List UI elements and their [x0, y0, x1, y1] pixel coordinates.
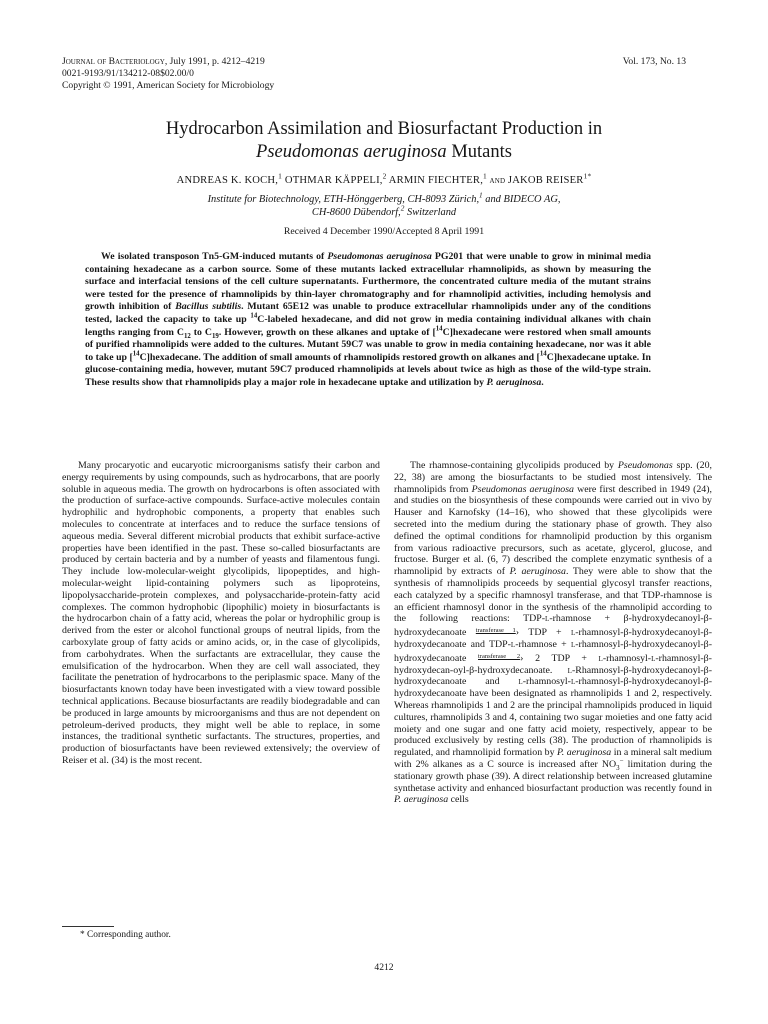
abstract-text: We isolated transposon Tn5-GM-induced mutants of — [101, 251, 328, 262]
body-column-right — [394, 460, 712, 806]
small-caps-l: l — [545, 613, 550, 625]
title-line-2-rest: Mutants — [446, 142, 512, 162]
body-text: spp. (20, 22, 38) are among the biosurfactants to be studied most intensively. The rhamnolipids from — [394, 460, 712, 495]
rhamnolipid-paragraph — [394, 460, 712, 806]
body-italic: P. aeruginosa — [394, 794, 449, 806]
author-2-affil: 2 — [382, 171, 387, 181]
abstract-text: . — [541, 376, 544, 388]
body-italic: P. aeruginosa — [509, 566, 566, 578]
issue-date: , July 1991, p. 4212–4219 — [164, 56, 265, 67]
small-caps-l: l — [567, 664, 572, 676]
reaction-arrow-icon: › — [515, 627, 520, 639]
body-column-left — [62, 460, 380, 767]
body-text: limitation during the stationary growth phase (39). A direct relationship between increased glutamine synthetase activity and enhanced biosurfactant production was recently found in — [394, 758, 712, 794]
body-text: TDP + — [519, 627, 571, 639]
affiliation-2-text: CH-8600 Dübendorf, — [311, 207, 401, 218]
author-1: ANDREAS K. KOCH, — [176, 175, 279, 186]
affiliation-line-2 — [40, 206, 728, 219]
body-text: -rhamnosyl- — [602, 652, 652, 664]
abstract-text: . However, growth on these alkanes and uptake of [ — [218, 326, 436, 338]
body-text: 2 TDP + — [523, 652, 599, 664]
abstract-text: . Mutant 65E12 was unable to produce extracellular rhamnolipids under any of the conditions tested, lacked the capacity to take up — [85, 301, 651, 325]
volume-info: Vol. 173, No. 13 — [622, 56, 686, 67]
small-caps-l: l — [570, 627, 576, 639]
author-4: JAKOB REISER — [507, 175, 584, 186]
page-number: 4212 — [374, 962, 394, 973]
intro-paragraph: Many procaryotic and eucaryotic microorganisms satisfy their carbon and energy requirements by using compounds, such as hydrocarbons, that are poorly soluble in aqueous media. The growth on hydrocarbons is often associated with the production of surface-active compounds. Surface-active molecules contain hydrophilic and hydrophobic components, a property that enables such molecules to concentrate at interfaces and to reduce the surface tensions of aqueous media. Several different microbial products that exhibit surface-active properties have been identified in the past. These so-called biosurfactants are produced by certain bacteria and by a number of yeasts and filamentous fungi. They include low-molecular-weight glycolipids, lipopeptides, and high-molecular-weight lipid-containing polymers such as lipoproteins, lipopolysaccharide-protein complexes, and polysaccharide-protein-fatty acid complexes. The common hydrophobic (lipophilic) moiety in biosurfactants is the hydrocarbon chain of a fatty acid, whereas the polar or hydrophilic group is derived from the ester or alcohol functional groups of neutral lipids, from the carboxylate group of fatty acids or amino acids, or, in the case of glycolipids, from carbohydrates. When the surfactants are extracellular, they cause the emulsification of the hydrocarbon. When they are cell wall associated, they facilitate the penetration of hydrocarbons to the periplasmic space. Many of the biosurfactants known today have been investigated with a view toward possible technical applications. Because biosurfactants are readily biodegradable and can be produced in large amounts by microorganisms and thus are not dependent on petroleum-derived products, they might well be able to replace, in some instances, the traditional synthetic surfactants. The structures, properties, and production of biosurfactants have been reviewed extensively; the overview of Reiser et al. (34) is the most recent. — [62, 460, 380, 766]
small-caps-l: l — [651, 652, 656, 664]
abstract-text: to C — [190, 326, 212, 338]
body-text: -rhamnosyl-β-hydroxydecanoyl-β-hydroxydecanoate have been designated as rhamnolipids 1 and 2, respectively. Whereas rhamnolipids 1 and 2 are the principal rhamnolipids produced in liquid cultures, rhamnolipids 3 and 4, containing two sugar moieties and one fatty acid moiety and one sugar and one fatty acid moiety, respectively, appear to be produced exclusively by resting cells (38). The production of rhamnolipids is regulated, and rhamnolipid formation by — [394, 676, 712, 759]
body-italic: Pseudomonas aeruginosa — [471, 483, 574, 495]
body-text: -Rhamnosyl-β-hydroxydecanoyl-β-hydroxydecanoate and — [394, 664, 712, 688]
body-italic: Pseudomonas — [617, 460, 673, 471]
author-and: and — [486, 176, 508, 186]
small-caps-l: l — [598, 652, 603, 664]
abstract-italic: P. aeruginosa — [486, 376, 542, 388]
abstract-text: C]hexadecane uptake. In glucose-containing media, however, mutant 59C7 produced rhamnolipids at levels about twice as high as those of the wild-type strain. These results show that rhamnolipids play a major role in hexadecane uptake and utilization by — [85, 351, 651, 388]
isotope-superscript: 14 — [250, 312, 258, 320]
body-text: in a mineral salt medium with 2% alkanes as a C source is increased after NO — [394, 747, 712, 770]
affiliation-1-tail: and BIDECO AG, — [482, 194, 561, 205]
body-text: -rhamnosyl-β-hydroxydecan-oyl-β-hydroxydecanoate. — [394, 652, 712, 676]
reaction-arrow-label: transferase 1 — [475, 627, 516, 635]
isotope-superscript: 14 — [435, 325, 443, 333]
title-line-1: Hydrocarbon Assimilation and Biosurfactant Production in — [165, 119, 603, 139]
abstract — [85, 251, 651, 390]
body-text: -rhamnosyl-β-hydroxydecanoyl-β-hydroxydecanoate — [394, 638, 712, 664]
author-3: ARMIN FIECHTER, — [386, 175, 484, 186]
abstract-paragraph — [85, 251, 651, 390]
small-caps-l: l — [570, 676, 576, 688]
abstract-italic: Pseudomonas aeruginosa — [327, 251, 432, 262]
abstract-text: C]hexadecane were restored when small amounts of purified rhamnolipids were added to the cultures. Mutant 59C7 was unable to grow in media containing hexadecane, nor was it able to take up [ — [85, 326, 651, 363]
author-4-affil: 1* — [583, 171, 592, 181]
author-3-affil: 1 — [483, 171, 487, 181]
title-organism: Pseudomonas aeruginosa — [256, 142, 447, 162]
body-text: cells — [448, 794, 469, 806]
small-caps-l: l — [570, 638, 576, 650]
author-2: OTHMAR KÄPPELI, — [282, 175, 383, 186]
body-text: were first described in 1949 (24), and studies on the biosynthesis of these compounds were carried out in vivo by Hauser and Karnofsky (14–16), who showed that these glycolipids were secreted into the medium during the stationary phase of growth. They also defined the optimal conditions for rhamnolipid production by this organism from various radioactive precursors, such as acetate, glycerol, glucose, and fructose. Burger et al. (6, 7) described the complete enzymatic synthesis of a rhamnolipid by extracts of — [394, 483, 713, 578]
isotope-superscript: 14 — [539, 350, 547, 358]
reaction-arrow-label: transferase 2 — [478, 652, 521, 660]
article-title — [40, 118, 728, 164]
body-text: -rhamnosyl- — [522, 676, 571, 688]
carbon-subscript: 19 — [211, 332, 219, 340]
author-1-affil: 1 — [278, 171, 283, 181]
title-line-2 — [40, 141, 728, 164]
small-caps-l: l — [510, 638, 516, 650]
abstract-text: PG201 that were unable to grow in minimal media containing hexadecane as a carbon source. Some of these mutants lacked extracellular rhamnolipids, as shown by measuring the surface and interfacial tensions of the cell culture supernatants. Furthermore, the concentrated culture media of the mutant strains were tested for the presence of rhamnolipids by thin-layer chromatography and for rhamnolipid activities, including hemolysis and growth inhibition of — [85, 251, 651, 313]
body-text: -rhamnose + β-hydroxydecanoyl-β-hydroxydecanoate — [394, 613, 712, 639]
nitrate-subscript: 3 — [616, 764, 620, 772]
body-text: . They were able to show that the synthesis of rhamnolipids proceeds by sequential glycosyl transfer reactions, each catalyzed by a specific rhamnosyl transferase, and that TDP-rhamnose is an efficient rhamnosyl donor in the synthesis of the rhamnolipid according to the following reactions: TDP- — [394, 566, 713, 625]
affiliation-2-mark: 2 — [400, 204, 405, 213]
affiliation-1-mark: 1 — [479, 191, 483, 200]
abstract-italic: Bacillus subtilis — [175, 301, 242, 313]
journal-header — [62, 56, 274, 92]
journal-name: Journal of Bacteriology — [62, 56, 165, 67]
body-text: -rhamnosyl-β-hydroxydecanoyl-β-hydroxydecanoate and TDP- — [394, 627, 712, 650]
nitrate-superscript: − — [619, 757, 624, 765]
affiliation-1-text: Institute for Biotechnology, ETH-Hönggerberg, CH-8093 Zürich, — [207, 194, 480, 205]
copyright: Copyright © 1991, American Society for Microbiology — [62, 80, 275, 91]
affiliations — [40, 193, 728, 219]
received-dates: Received 4 December 1990/Accepted 8 April 1991 — [283, 226, 485, 237]
issn: 0021-9193/91/134212-08$02.00/0 — [62, 68, 194, 79]
affiliation-line-1 — [40, 193, 728, 206]
body-italic: P. aeruginosa — [557, 747, 612, 759]
body-text: The rhamnose-containing glycolipids produced by — [410, 460, 618, 471]
body-text: -rhamnose + — [515, 638, 571, 650]
abstract-text: C]hexadecane. The addition of small amounts of rhamnolipids restored growth on alkanes and [ — [139, 351, 540, 363]
affiliation-2-tail: Switzerland — [404, 207, 457, 218]
reaction-arrow-icon: › — [520, 652, 524, 664]
corresponding-author-note: * Corresponding author. — [80, 930, 171, 940]
footnote-divider — [62, 926, 114, 927]
author-list — [40, 171, 728, 186]
small-caps-l: l — [518, 676, 523, 688]
isotope-superscript: 14 — [132, 350, 140, 358]
abstract-text: C-labeled hexadecane, and did not grow in media containing individual alkanes with chain lengths ranging from C — [85, 313, 651, 338]
carbon-subscript: 12 — [183, 332, 191, 340]
